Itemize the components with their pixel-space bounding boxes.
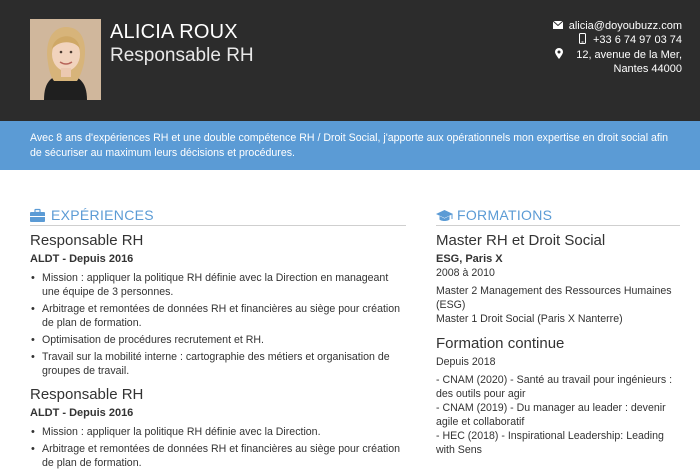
- candidate-job-title: Responsable RH: [110, 45, 254, 66]
- map-pin-icon: [553, 48, 565, 63]
- experience-role: Responsable RH: [30, 386, 144, 403]
- contact-email-row: [552, 19, 682, 33]
- experience-item: [30, 232, 406, 378]
- profile-photo: [30, 19, 101, 100]
- experience-role: Responsable RH: [30, 232, 144, 249]
- experience-bullets: [30, 271, 406, 378]
- continuing-education-title: Formation continue: [436, 335, 565, 352]
- formations-title: FORMATIONS: [457, 207, 553, 223]
- section-divider: [436, 225, 680, 226]
- contact-address: 12, avenue de la Mer, Nantes 44000: [576, 49, 682, 75]
- experience-item: [30, 386, 406, 470]
- formations-section: [436, 206, 680, 457]
- degree-detail: Master 2 Management des Ressources Humaines (ESG): [436, 285, 672, 311]
- experience-bullet: • Mission : appliquer la politique RH définie avec la Direction en manageant une équipe de 3 personnes.: [30, 271, 406, 299]
- experience-bullet: • Mission : appliquer la politique RH définie avec la Direction.: [30, 425, 406, 439]
- experience-company: ALDT - Depuis 2016: [30, 407, 134, 419]
- experiences-section: [30, 206, 406, 473]
- continuing-education-item: - HEC (2018) - Inspirational Leadership: Leading with Sens: [436, 430, 664, 456]
- candidate-name: ALICIA ROUX: [110, 21, 238, 43]
- briefcase-icon: [30, 209, 45, 222]
- contact-phone-row: [552, 33, 682, 48]
- degree-dates: 2008 à 2010: [436, 267, 495, 279]
- contact-address-row: [552, 48, 682, 76]
- contact-block: [552, 19, 682, 76]
- degree-title: Master RH et Droit Social: [436, 232, 606, 249]
- formations-header: [436, 206, 680, 224]
- continuing-education-since: Depuis 2018: [436, 356, 496, 368]
- experience-bullet: • Arbitrage et remontées de données RH et financières au siège pour création de plan de formation.: [30, 302, 406, 330]
- experience-company: ALDT - Depuis 2016: [30, 253, 134, 265]
- graduation-cap-icon: [436, 209, 451, 222]
- experience-bullet: • Arbitrage et remontées de données RH et financières au siège pour création de plan de formation.: [30, 442, 406, 470]
- mobile-phone-icon: [576, 33, 588, 48]
- experience-bullet: • Optimisation de procédures recrutement et RH.: [30, 333, 406, 347]
- contact-phone[interactable]: +33 6 74 97 03 74: [593, 34, 682, 46]
- experience-bullet: • Travail sur la mobilité interne : cartographie des métiers et organisation de groupes de travail.: [30, 350, 406, 378]
- profile-summary: Avec 8 ans d'expériences RH et une double compétence RH / Droit Social, j'apporte aux opérationnels mon expertise en droit social afin de sécuriser au maximum leurs décisions et procédures.: [0, 121, 700, 170]
- experiences-header: [30, 206, 406, 224]
- degree-school: ESG, Paris X: [436, 253, 503, 265]
- cv-header: [0, 0, 700, 121]
- continuing-education-item: - CNAM (2020) - Santé au travail pour ingénieurs : des outils pour agir: [436, 374, 673, 400]
- experiences-title: EXPÉRIENCES: [51, 207, 154, 223]
- envelope-icon: [552, 19, 564, 33]
- continuing-education-item: - CNAM (2019) - Du manager au leader : devenir agile et collaboratif: [436, 402, 666, 428]
- degree-detail: Master 1 Droit Social (Paris X Nanterre): [436, 313, 623, 325]
- section-divider: [30, 225, 406, 226]
- contact-email[interactable]: alicia@doyoubuzz.com: [568, 20, 682, 32]
- experience-bullets: [30, 425, 406, 470]
